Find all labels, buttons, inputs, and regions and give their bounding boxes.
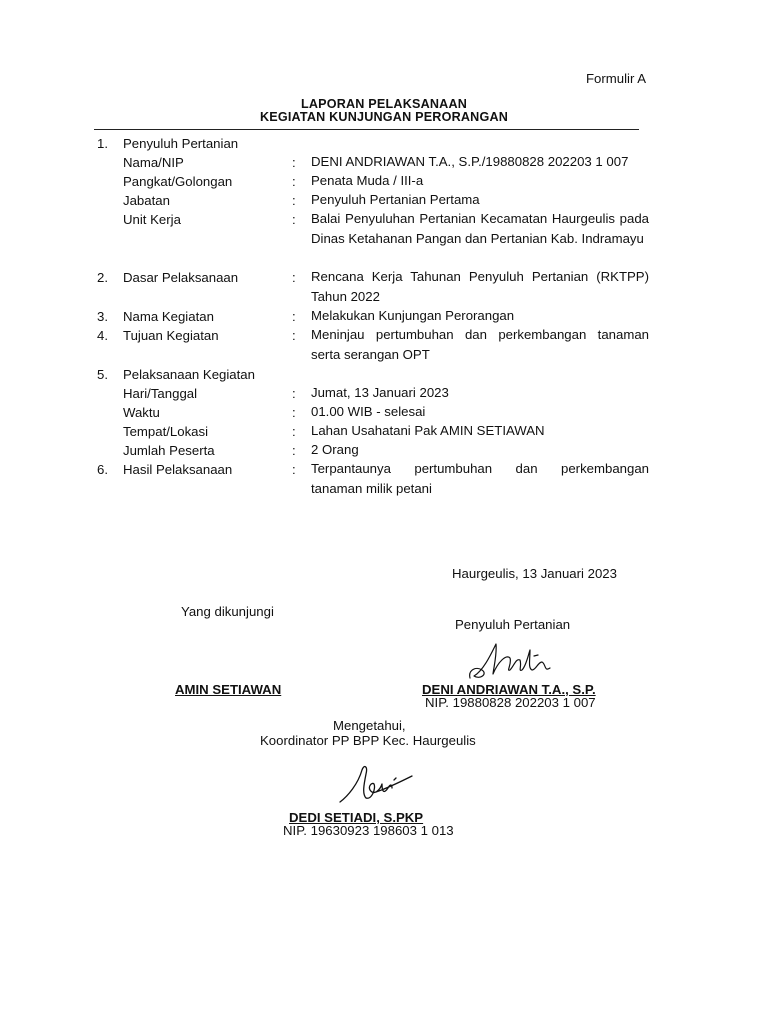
value-jabatan: Penyuluh Pertanian Pertama [311,192,480,207]
item-number-4: 4. [97,328,108,343]
value-tempat: Lahan Usahatani Pak AMIN SETIAWAN [311,423,545,438]
label-nama-kegiatan: Nama Kegiatan [123,309,214,324]
report-title: LAPORAN PELAKSANAAN [300,97,468,111]
colon: : [292,443,296,458]
acknowledged-label: Mengetahui, [333,718,406,733]
colon: : [292,309,296,324]
label-tujuan-kegiatan: Tujuan Kegiatan [123,328,219,343]
place-date: Haurgeulis, 13 Januari 2023 [452,566,617,581]
visited-label: Yang dikunjungi [181,604,274,619]
signature-deni [466,640,556,682]
value-dasar-pelaksanaan: Rencana Kerja Tahunan Penyuluh Pertanian (RKTPP) Tahun 2022 [311,269,649,304]
colon: : [292,212,296,227]
colon: : [292,424,296,439]
label-dasar-pelaksanaan: Dasar Pelaksanaan [123,270,239,285]
colon: : [292,270,296,285]
form-label: Formulir A [586,71,647,86]
item-number-1: 1. [97,136,108,151]
extension-officer-name: DENI ANDRIAWAN T.A., S.P. [422,682,596,697]
value-jumlah-peserta: 2 Orang [311,442,359,457]
section-label-penyuluh: Penyuluh Pertanian [123,136,239,151]
extension-officer-label: Penyuluh Pertanian [455,617,571,632]
label-hasil-pelaksanaan: Hasil Pelaksanaan [123,462,233,477]
value-hasil-line1: Terpantaunya pertumbuhan dan perkembangan [311,461,649,476]
label-jumlah-peserta: Jumlah Peserta [123,443,215,458]
colon: : [292,155,296,170]
item-number-5: 5. [97,367,108,382]
value-tujuan-kegiatan: Meninjau pertumbuhan dan perkembangan tanaman serta serangan OPT [311,327,649,362]
colon: : [292,386,296,401]
coordinator-title: Koordinator PP BPP Kec. Haurgeulis [260,733,476,748]
item-number-6: 6. [97,462,108,477]
coordinator-nip: NIP. 19630923 198603 1 013 [283,823,454,838]
section-label-pelaksanaan: Pelaksanaan Kegiatan [123,367,255,382]
value-nama-kegiatan: Melakukan Kunjungan Perorangan [311,308,515,323]
extension-officer-nip: NIP. 19880828 202203 1 007 [425,695,596,710]
label-pangkat: Pangkat/Golongan [123,174,233,189]
label-jabatan: Jabatan [123,193,170,208]
value-unit-kerja: Balai Penyuluhan Pertanian Kecamatan Haurgeulis pada Dinas Ketahanan Pangan dan Pertanian Kab. Indramayu [311,211,649,246]
label-unit-kerja: Unit Kerja [123,212,181,227]
signature-dedi [336,762,416,810]
colon: : [292,193,296,208]
item-number-2: 2. [97,270,108,285]
colon: : [292,405,296,420]
colon: : [292,328,296,343]
colon: : [292,462,296,477]
colon: : [292,174,296,189]
value-pangkat: Penata Muda / III-a [311,173,424,188]
report-subtitle: KEGIATAN KUNJUNGAN PERORANGAN [259,110,509,124]
value-hasil-line2: tanaman milik petani [311,481,432,496]
value-hari-tanggal: Jumat, 13 Januari 2023 [311,385,449,400]
coordinator-name: DEDI SETIADI, S.PKP [289,810,424,825]
label-nama-nip: Nama/NIP [123,155,184,170]
value-waktu: 01.00 WIB - selesai [311,404,426,419]
item-number-3: 3. [97,309,108,324]
label-waktu: Waktu [123,405,160,420]
visited-name: AMIN SETIAWAN [175,682,282,697]
title-divider [94,129,639,130]
label-tempat: Tempat/Lokasi [123,424,209,439]
value-nama-nip: DENI ANDRIAWAN T.A., S.P./19880828 202203 1 007 [311,154,629,169]
label-hari-tanggal: Hari/Tanggal [123,386,198,401]
